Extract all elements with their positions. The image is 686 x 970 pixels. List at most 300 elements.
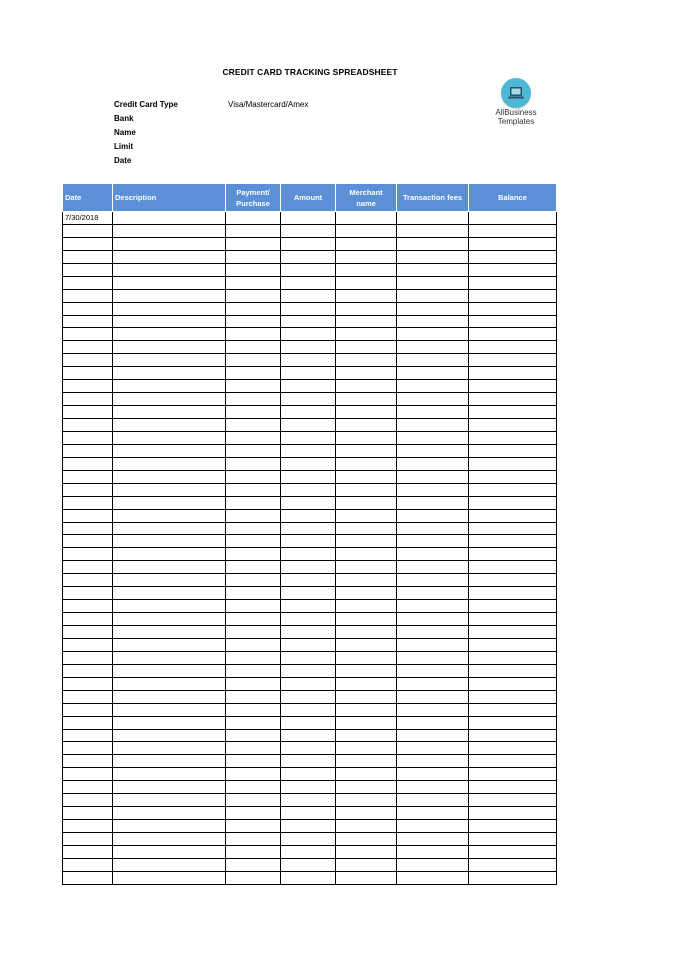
cell-fees[interactable] (397, 613, 469, 626)
cell-description[interactable] (113, 380, 226, 393)
cell-amount[interactable] (281, 845, 336, 858)
cell-merchant[interactable] (336, 664, 397, 677)
cell-merchant[interactable] (336, 807, 397, 820)
cell-payment[interactable] (226, 574, 281, 587)
cell-fees[interactable] (397, 587, 469, 600)
cell-balance[interactable] (469, 276, 557, 289)
cell-description[interactable] (113, 276, 226, 289)
cell-description[interactable] (113, 781, 226, 794)
cell-merchant[interactable] (336, 755, 397, 768)
cell-date[interactable] (63, 509, 113, 522)
cell-amount[interactable] (281, 781, 336, 794)
cell-fees[interactable] (397, 677, 469, 690)
cell-balance[interactable] (469, 354, 557, 367)
cell-amount[interactable] (281, 626, 336, 639)
cell-date[interactable] (63, 548, 113, 561)
cell-payment[interactable] (226, 613, 281, 626)
cell-payment[interactable] (226, 289, 281, 302)
cell-payment[interactable] (226, 871, 281, 884)
cell-fees[interactable] (397, 755, 469, 768)
cell-payment[interactable] (226, 845, 281, 858)
cell-date[interactable] (63, 302, 113, 315)
cell-balance[interactable] (469, 716, 557, 729)
cell-balance[interactable] (469, 483, 557, 496)
cell-balance[interactable] (469, 457, 557, 470)
cell-payment[interactable] (226, 509, 281, 522)
cell-balance[interactable] (469, 677, 557, 690)
cell-date[interactable] (63, 755, 113, 768)
cell-amount[interactable] (281, 677, 336, 690)
cell-merchant[interactable] (336, 548, 397, 561)
cell-payment[interactable] (226, 535, 281, 548)
cell-description[interactable] (113, 742, 226, 755)
cell-payment[interactable] (226, 561, 281, 574)
cell-merchant[interactable] (336, 470, 397, 483)
cell-balance[interactable] (469, 431, 557, 444)
cell-payment[interactable] (226, 703, 281, 716)
cell-merchant[interactable] (336, 276, 397, 289)
cell-payment[interactable] (226, 419, 281, 432)
cell-balance[interactable] (469, 250, 557, 263)
cell-amount[interactable] (281, 276, 336, 289)
cell-payment[interactable] (226, 716, 281, 729)
cell-payment[interactable] (226, 496, 281, 509)
cell-description[interactable] (113, 289, 226, 302)
cell-payment[interactable] (226, 302, 281, 315)
cell-amount[interactable] (281, 651, 336, 664)
cell-description[interactable] (113, 548, 226, 561)
cell-description[interactable] (113, 703, 226, 716)
cell-date[interactable] (63, 496, 113, 509)
cell-payment[interactable] (226, 393, 281, 406)
cell-amount[interactable] (281, 587, 336, 600)
cell-amount[interactable] (281, 224, 336, 237)
cell-date[interactable] (63, 690, 113, 703)
cell-payment[interactable] (226, 600, 281, 613)
cell-balance[interactable] (469, 794, 557, 807)
cell-merchant[interactable] (336, 522, 397, 535)
cell-amount[interactable] (281, 457, 336, 470)
cell-description[interactable] (113, 406, 226, 419)
cell-payment[interactable] (226, 483, 281, 496)
cell-amount[interactable] (281, 833, 336, 846)
cell-payment[interactable] (226, 587, 281, 600)
cell-date[interactable] (63, 315, 113, 328)
cell-merchant[interactable] (336, 289, 397, 302)
cell-fees[interactable] (397, 341, 469, 354)
cell-merchant[interactable] (336, 263, 397, 276)
cell-date[interactable] (63, 703, 113, 716)
cell-fees[interactable] (397, 638, 469, 651)
cell-date[interactable] (63, 626, 113, 639)
cell-payment[interactable] (226, 638, 281, 651)
cell-payment[interactable] (226, 781, 281, 794)
cell-payment[interactable] (226, 444, 281, 457)
cell-merchant[interactable] (336, 419, 397, 432)
cell-description[interactable] (113, 664, 226, 677)
cell-balance[interactable] (469, 496, 557, 509)
cell-balance[interactable] (469, 315, 557, 328)
cell-fees[interactable] (397, 729, 469, 742)
cell-description[interactable] (113, 858, 226, 871)
cell-fees[interactable] (397, 328, 469, 341)
cell-balance[interactable] (469, 833, 557, 846)
cell-date[interactable] (63, 613, 113, 626)
cell-date[interactable] (63, 729, 113, 742)
cell-description[interactable] (113, 431, 226, 444)
cell-payment[interactable] (226, 328, 281, 341)
cell-balance[interactable] (469, 755, 557, 768)
cell-date[interactable] (63, 431, 113, 444)
cell-balance[interactable] (469, 237, 557, 250)
cell-payment[interactable] (226, 858, 281, 871)
cell-date[interactable] (63, 833, 113, 846)
cell-balance[interactable] (469, 638, 557, 651)
cell-description[interactable] (113, 483, 226, 496)
cell-balance[interactable] (469, 302, 557, 315)
cell-merchant[interactable] (336, 406, 397, 419)
cell-merchant[interactable] (336, 742, 397, 755)
cell-payment[interactable] (226, 690, 281, 703)
cell-merchant[interactable] (336, 781, 397, 794)
cell-fees[interactable] (397, 212, 469, 225)
cell-date[interactable] (63, 470, 113, 483)
cell-fees[interactable] (397, 742, 469, 755)
cell-fees[interactable] (397, 664, 469, 677)
cell-payment[interactable] (226, 820, 281, 833)
cell-amount[interactable] (281, 302, 336, 315)
cell-description[interactable] (113, 393, 226, 406)
cell-payment[interactable] (226, 470, 281, 483)
cell-date[interactable] (63, 638, 113, 651)
cell-amount[interactable] (281, 768, 336, 781)
cell-date[interactable] (63, 858, 113, 871)
cell-description[interactable] (113, 871, 226, 884)
cell-amount[interactable] (281, 716, 336, 729)
cell-merchant[interactable] (336, 328, 397, 341)
cell-amount[interactable] (281, 613, 336, 626)
cell-balance[interactable] (469, 212, 557, 225)
cell-fees[interactable] (397, 457, 469, 470)
cell-description[interactable] (113, 444, 226, 457)
cell-description[interactable] (113, 600, 226, 613)
cell-balance[interactable] (469, 574, 557, 587)
cell-fees[interactable] (397, 224, 469, 237)
cell-merchant[interactable] (336, 444, 397, 457)
cell-merchant[interactable] (336, 457, 397, 470)
cell-date[interactable] (63, 574, 113, 587)
cell-balance[interactable] (469, 664, 557, 677)
cell-fees[interactable] (397, 548, 469, 561)
cell-description[interactable] (113, 354, 226, 367)
cell-fees[interactable] (397, 367, 469, 380)
cell-payment[interactable] (226, 276, 281, 289)
cell-merchant[interactable] (336, 212, 397, 225)
cell-amount[interactable] (281, 470, 336, 483)
cell-merchant[interactable] (336, 638, 397, 651)
cell-fees[interactable] (397, 794, 469, 807)
cell-payment[interactable] (226, 729, 281, 742)
cell-merchant[interactable] (336, 703, 397, 716)
cell-amount[interactable] (281, 561, 336, 574)
cell-fees[interactable] (397, 522, 469, 535)
cell-amount[interactable] (281, 742, 336, 755)
cell-merchant[interactable] (336, 574, 397, 587)
cell-fees[interactable] (397, 431, 469, 444)
cell-merchant[interactable] (336, 794, 397, 807)
cell-description[interactable] (113, 845, 226, 858)
cell-payment[interactable] (226, 664, 281, 677)
cell-balance[interactable] (469, 600, 557, 613)
cell-description[interactable] (113, 716, 226, 729)
cell-merchant[interactable] (336, 587, 397, 600)
cell-fees[interactable] (397, 820, 469, 833)
cell-description[interactable] (113, 419, 226, 432)
cell-payment[interactable] (226, 406, 281, 419)
cell-date[interactable] (63, 535, 113, 548)
cell-merchant[interactable] (336, 496, 397, 509)
cell-balance[interactable] (469, 444, 557, 457)
cell-payment[interactable] (226, 315, 281, 328)
cell-merchant[interactable] (336, 509, 397, 522)
cell-amount[interactable] (281, 496, 336, 509)
cell-amount[interactable] (281, 237, 336, 250)
cell-balance[interactable] (469, 224, 557, 237)
cell-payment[interactable] (226, 354, 281, 367)
cell-description[interactable] (113, 457, 226, 470)
cell-description[interactable] (113, 470, 226, 483)
cell-amount[interactable] (281, 315, 336, 328)
cell-description[interactable] (113, 328, 226, 341)
cell-fees[interactable] (397, 716, 469, 729)
cell-description[interactable] (113, 729, 226, 742)
cell-payment[interactable] (226, 768, 281, 781)
cell-fees[interactable] (397, 690, 469, 703)
cell-balance[interactable] (469, 263, 557, 276)
cell-fees[interactable] (397, 509, 469, 522)
cell-merchant[interactable] (336, 250, 397, 263)
cell-merchant[interactable] (336, 716, 397, 729)
cell-balance[interactable] (469, 509, 557, 522)
cell-date[interactable] (63, 341, 113, 354)
cell-payment[interactable] (226, 341, 281, 354)
cell-amount[interactable] (281, 703, 336, 716)
cell-date[interactable] (63, 600, 113, 613)
cell-date[interactable] (63, 794, 113, 807)
cell-merchant[interactable] (336, 483, 397, 496)
cell-fees[interactable] (397, 858, 469, 871)
cell-merchant[interactable] (336, 858, 397, 871)
cell-merchant[interactable] (336, 677, 397, 690)
cell-payment[interactable] (226, 807, 281, 820)
cell-balance[interactable] (469, 742, 557, 755)
cell-merchant[interactable] (336, 600, 397, 613)
cell-merchant[interactable] (336, 380, 397, 393)
cell-merchant[interactable] (336, 237, 397, 250)
cell-date[interactable] (63, 587, 113, 600)
cell-date[interactable] (63, 742, 113, 755)
cell-fees[interactable] (397, 419, 469, 432)
cell-description[interactable] (113, 794, 226, 807)
cell-fees[interactable] (397, 393, 469, 406)
cell-fees[interactable] (397, 574, 469, 587)
cell-payment[interactable] (226, 755, 281, 768)
cell-amount[interactable] (281, 794, 336, 807)
cell-fees[interactable] (397, 289, 469, 302)
cell-fees[interactable] (397, 626, 469, 639)
cell-merchant[interactable] (336, 729, 397, 742)
cell-description[interactable] (113, 807, 226, 820)
cell-amount[interactable] (281, 263, 336, 276)
cell-fees[interactable] (397, 768, 469, 781)
cell-balance[interactable] (469, 703, 557, 716)
cell-date[interactable] (63, 457, 113, 470)
cell-amount[interactable] (281, 858, 336, 871)
cell-merchant[interactable] (336, 690, 397, 703)
cell-date[interactable] (63, 224, 113, 237)
cell-balance[interactable] (469, 328, 557, 341)
cell-payment[interactable] (226, 651, 281, 664)
cell-balance[interactable] (469, 690, 557, 703)
cell-merchant[interactable] (336, 820, 397, 833)
cell-date[interactable] (63, 768, 113, 781)
cell-amount[interactable] (281, 664, 336, 677)
cell-amount[interactable] (281, 690, 336, 703)
cell-description[interactable] (113, 522, 226, 535)
cell-amount[interactable] (281, 419, 336, 432)
cell-merchant[interactable] (336, 768, 397, 781)
cell-balance[interactable] (469, 380, 557, 393)
cell-balance[interactable] (469, 522, 557, 535)
cell-description[interactable] (113, 367, 226, 380)
cell-payment[interactable] (226, 237, 281, 250)
cell-fees[interactable] (397, 600, 469, 613)
cell-date[interactable] (63, 250, 113, 263)
cell-balance[interactable] (469, 820, 557, 833)
cell-balance[interactable] (469, 858, 557, 871)
cell-date[interactable] (63, 664, 113, 677)
cell-amount[interactable] (281, 509, 336, 522)
cell-fees[interactable] (397, 535, 469, 548)
cell-balance[interactable] (469, 406, 557, 419)
cell-amount[interactable] (281, 328, 336, 341)
cell-amount[interactable] (281, 406, 336, 419)
cell-merchant[interactable] (336, 845, 397, 858)
cell-amount[interactable] (281, 289, 336, 302)
cell-fees[interactable] (397, 302, 469, 315)
cell-amount[interactable] (281, 820, 336, 833)
cell-merchant[interactable] (336, 651, 397, 664)
cell-date[interactable] (63, 807, 113, 820)
cell-description[interactable] (113, 237, 226, 250)
card-type-value[interactable]: Visa/Mastercard/Amex (228, 100, 309, 109)
cell-description[interactable] (113, 755, 226, 768)
cell-merchant[interactable] (336, 871, 397, 884)
cell-date[interactable] (63, 406, 113, 419)
cell-description[interactable] (113, 212, 226, 225)
cell-amount[interactable] (281, 393, 336, 406)
cell-merchant[interactable] (336, 561, 397, 574)
cell-merchant[interactable] (336, 315, 397, 328)
cell-amount[interactable] (281, 807, 336, 820)
cell-payment[interactable] (226, 457, 281, 470)
cell-merchant[interactable] (336, 626, 397, 639)
cell-payment[interactable] (226, 212, 281, 225)
cell-payment[interactable] (226, 367, 281, 380)
cell-amount[interactable] (281, 755, 336, 768)
cell-amount[interactable] (281, 444, 336, 457)
cell-date[interactable] (63, 820, 113, 833)
cell-fees[interactable] (397, 444, 469, 457)
cell-date[interactable] (63, 328, 113, 341)
cell-description[interactable] (113, 224, 226, 237)
cell-description[interactable] (113, 574, 226, 587)
cell-merchant[interactable] (336, 613, 397, 626)
cell-amount[interactable] (281, 367, 336, 380)
cell-amount[interactable] (281, 871, 336, 884)
cell-fees[interactable] (397, 406, 469, 419)
cell-payment[interactable] (226, 833, 281, 846)
cell-amount[interactable] (281, 638, 336, 651)
cell-fees[interactable] (397, 807, 469, 820)
cell-fees[interactable] (397, 833, 469, 846)
cell-merchant[interactable] (336, 431, 397, 444)
cell-date[interactable] (63, 781, 113, 794)
cell-fees[interactable] (397, 496, 469, 509)
cell-fees[interactable] (397, 871, 469, 884)
cell-description[interactable] (113, 315, 226, 328)
cell-balance[interactable] (469, 781, 557, 794)
cell-balance[interactable] (469, 845, 557, 858)
cell-merchant[interactable] (336, 302, 397, 315)
cell-payment[interactable] (226, 431, 281, 444)
cell-description[interactable] (113, 561, 226, 574)
cell-description[interactable] (113, 638, 226, 651)
cell-amount[interactable] (281, 548, 336, 561)
cell-payment[interactable] (226, 742, 281, 755)
cell-date[interactable] (63, 289, 113, 302)
cell-date[interactable] (63, 561, 113, 574)
cell-amount[interactable] (281, 522, 336, 535)
cell-date[interactable]: 7/30/2018 (63, 212, 113, 225)
cell-balance[interactable] (469, 587, 557, 600)
cell-date[interactable] (63, 276, 113, 289)
cell-date[interactable] (63, 263, 113, 276)
cell-balance[interactable] (469, 419, 557, 432)
cell-description[interactable] (113, 302, 226, 315)
cell-amount[interactable] (281, 600, 336, 613)
cell-balance[interactable] (469, 651, 557, 664)
cell-balance[interactable] (469, 470, 557, 483)
cell-fees[interactable] (397, 263, 469, 276)
cell-amount[interactable] (281, 250, 336, 263)
cell-payment[interactable] (226, 263, 281, 276)
cell-fees[interactable] (397, 845, 469, 858)
cell-date[interactable] (63, 419, 113, 432)
cell-description[interactable] (113, 833, 226, 846)
cell-date[interactable] (63, 237, 113, 250)
cell-date[interactable] (63, 367, 113, 380)
cell-payment[interactable] (226, 626, 281, 639)
cell-balance[interactable] (469, 729, 557, 742)
cell-description[interactable] (113, 341, 226, 354)
cell-fees[interactable] (397, 703, 469, 716)
cell-amount[interactable] (281, 354, 336, 367)
cell-merchant[interactable] (336, 224, 397, 237)
cell-amount[interactable] (281, 380, 336, 393)
cell-balance[interactable] (469, 289, 557, 302)
cell-merchant[interactable] (336, 393, 397, 406)
